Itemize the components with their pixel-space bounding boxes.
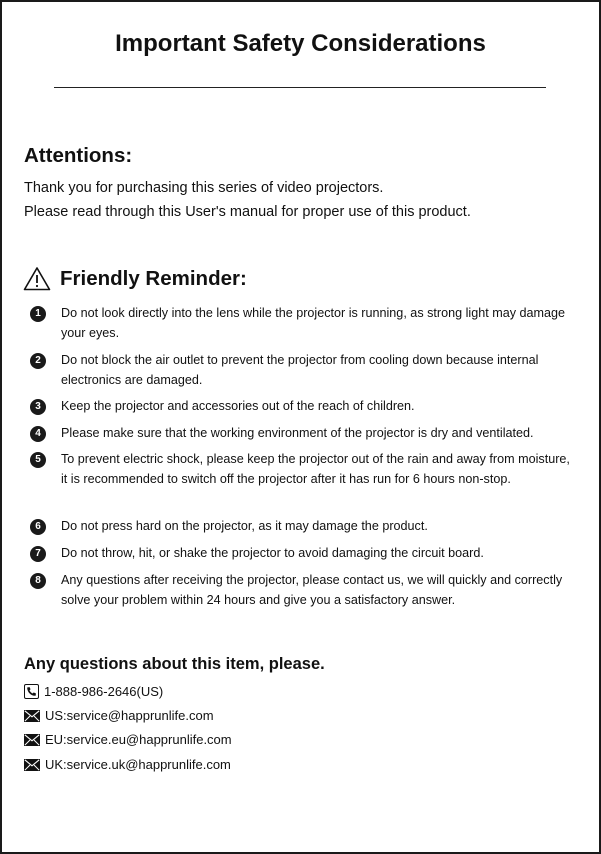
reminder-item xyxy=(30,572,578,610)
phone-number[interactable]: 1-888-986-2646(US) xyxy=(44,684,164,699)
email-uk[interactable]: UK:service.uk@happrunlife.com xyxy=(45,757,231,772)
reminder-item-text: Do not press hard on the projector, as it may damage the product. xyxy=(61,519,428,533)
reminder-item-text: Do not block the air outlet to prevent the projector from cooling down because internal electronics are damaged. xyxy=(61,353,539,387)
friendly-reminder-heading: Friendly Reminder: xyxy=(60,266,247,290)
reminder-item xyxy=(30,451,578,489)
reminder-item-text: Do not throw, hit, or shake the projector to avoid damaging the circuit board. xyxy=(61,546,484,560)
reminder-item-text: Any questions after receiving the projector, please contact us, we will quickly and correctly solve your problem within 24 hours and give you a satisfactory answer. xyxy=(61,573,563,607)
item-number-badge: 3 xyxy=(30,399,46,415)
reminder-item-text: To prevent electric shock, please keep the projector out of the rain and away from moisture, it is recommended to switch off the projector after it has run for 6 hours non-stop. xyxy=(61,452,570,486)
item-number-badge: 7 xyxy=(30,546,46,562)
item-number-badge: 6 xyxy=(30,519,46,535)
reminder-item xyxy=(30,545,578,563)
item-number-badge: 2 xyxy=(30,353,46,369)
envelope-icon xyxy=(24,710,40,722)
attentions-line-2: Please read through this User's manual for proper use of this product. xyxy=(24,204,471,220)
envelope-icon xyxy=(24,734,40,746)
reminder-item xyxy=(30,518,578,536)
reminder-item xyxy=(30,425,578,443)
reminder-item-text: Keep the projector and accessories out of the reach of children. xyxy=(61,399,415,413)
item-number-badge: 5 xyxy=(30,452,46,468)
envelope-icon xyxy=(24,759,40,771)
page-title: Important Safety Considerations xyxy=(115,30,486,57)
reminder-item-text: Please make sure that the working environment of the projector is dry and ventilated. xyxy=(61,426,534,440)
attentions-heading: Attentions: xyxy=(24,144,133,167)
contact-email-eu xyxy=(24,732,232,747)
reminder-item xyxy=(30,352,578,390)
email-eu[interactable]: EU:service.eu@happrunlife.com xyxy=(45,732,232,747)
item-number-badge: 4 xyxy=(30,426,46,442)
title-divider xyxy=(54,87,546,88)
item-number-badge: 1 xyxy=(30,306,46,322)
phone-icon xyxy=(24,684,39,699)
contact-phone xyxy=(24,684,163,699)
warning-triangle-icon xyxy=(23,266,51,291)
reminder-item xyxy=(30,398,578,416)
email-us[interactable]: US:service@happrunlife.com xyxy=(45,708,214,723)
contact-heading: Any questions about this item, please. xyxy=(24,655,325,673)
attentions-line-1: Thank you for purchasing this series of video projectors. xyxy=(24,180,384,196)
reminder-item-text: Do not look directly into the lens while the projector is running, as strong light may damage your eyes. xyxy=(61,306,566,340)
item-number-badge: 8 xyxy=(30,573,46,589)
contact-email-us xyxy=(24,708,214,723)
friendly-reminder-header xyxy=(23,266,247,291)
contact-email-uk xyxy=(24,757,231,772)
reminder-item xyxy=(30,305,578,343)
